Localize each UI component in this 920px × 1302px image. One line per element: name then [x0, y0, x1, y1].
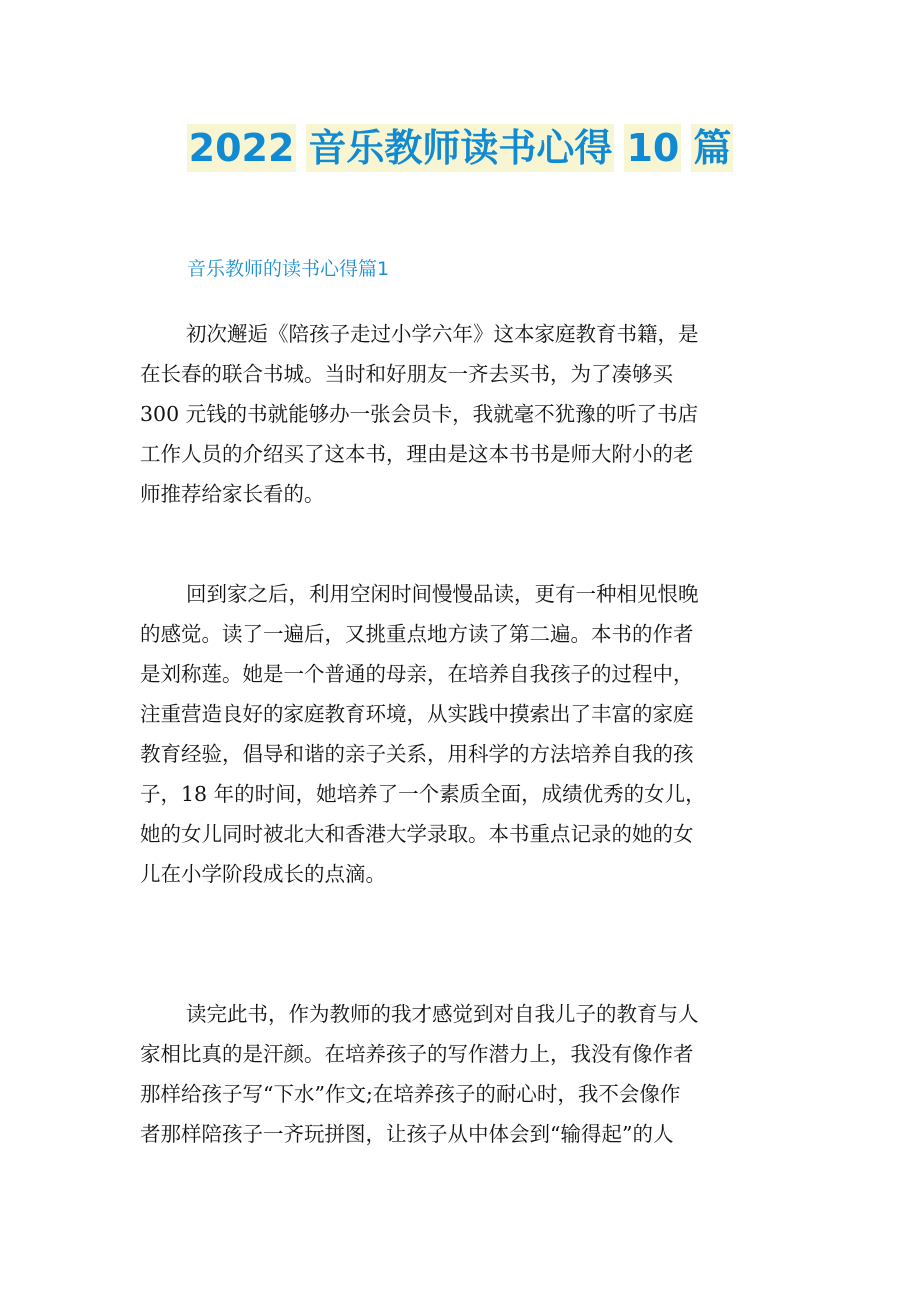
paragraph-line: 是刘称莲。她是一个普通的母亲，在培养自我孩子的过程中， — [140, 662, 694, 686]
paragraph-line: 家相比真的是汗颜。在培养孩子的写作潜力上，我没有像作者 — [140, 1042, 694, 1066]
paragraph-line: 注重营造良好的家庭教育环境，从实践中摸索出了丰富的家庭 — [140, 702, 694, 726]
paragraph-line: 儿在小学阶段成长的点滴。 — [140, 862, 386, 886]
paragraph-line: 者那样陪孩子一齐玩拼图，让孩子从中体会到“输得起”的人 — [140, 1122, 674, 1146]
title-year: 2022 — [188, 126, 295, 170]
title-main: 音乐教师读书心得 — [308, 126, 613, 170]
paragraph-line: 读完此书，作为教师的我才感觉到对自我儿子的教育与人 — [186, 1002, 699, 1026]
paragraph-line: 她的女儿同时被北大和香港大学录取。本书重点记录的她的女 — [140, 822, 694, 846]
paragraph-line: 的感觉。读了一遍后，又挑重点地方读了第二遍。本书的作者 — [140, 622, 694, 646]
paragraph-line: 那样给孩子写“下水”作文;在培养孩子的耐心时，我不会像作 — [140, 1082, 681, 1106]
paragraph-line: 工作人员的介绍买了这本书，理由是这本书书是师大附小的老 — [140, 442, 694, 466]
paragraph-line: 在长春的联合书城。当时和好朋友一齐去买书，为了凑够买 — [140, 362, 673, 386]
title-suffix: 篇 — [693, 126, 732, 170]
paragraph-line: 师推荐给家长看的。 — [140, 482, 325, 506]
paragraph-line: 300 元钱的书就能够办一张会员卡，我就毫不犹豫的听了书店 — [140, 402, 699, 426]
paragraph-line: 教育经验，倡导和谐的亲子关系，用科学的方法培养自我的孩 — [140, 742, 694, 766]
paragraph-line: 回到家之后，利用空闲时间慢慢品读，更有一种相见恨晚 — [186, 582, 699, 606]
document-title — [0, 124, 920, 172]
paragraph-line: 初次邂逅《陪孩子走过小学六年》这本家庭教育书籍，是 — [186, 322, 699, 346]
title-count: 10 — [626, 126, 680, 170]
section-heading: 音乐教师的读书心得篇1 — [187, 258, 390, 280]
paragraph-3 — [140, 994, 780, 1154]
paragraph-1 — [140, 314, 780, 514]
paragraph-2 — [140, 574, 780, 894]
paragraph-line: 子，18 年的时间，她培养了一个素质全面，成绩优秀的女儿， — [140, 782, 706, 806]
